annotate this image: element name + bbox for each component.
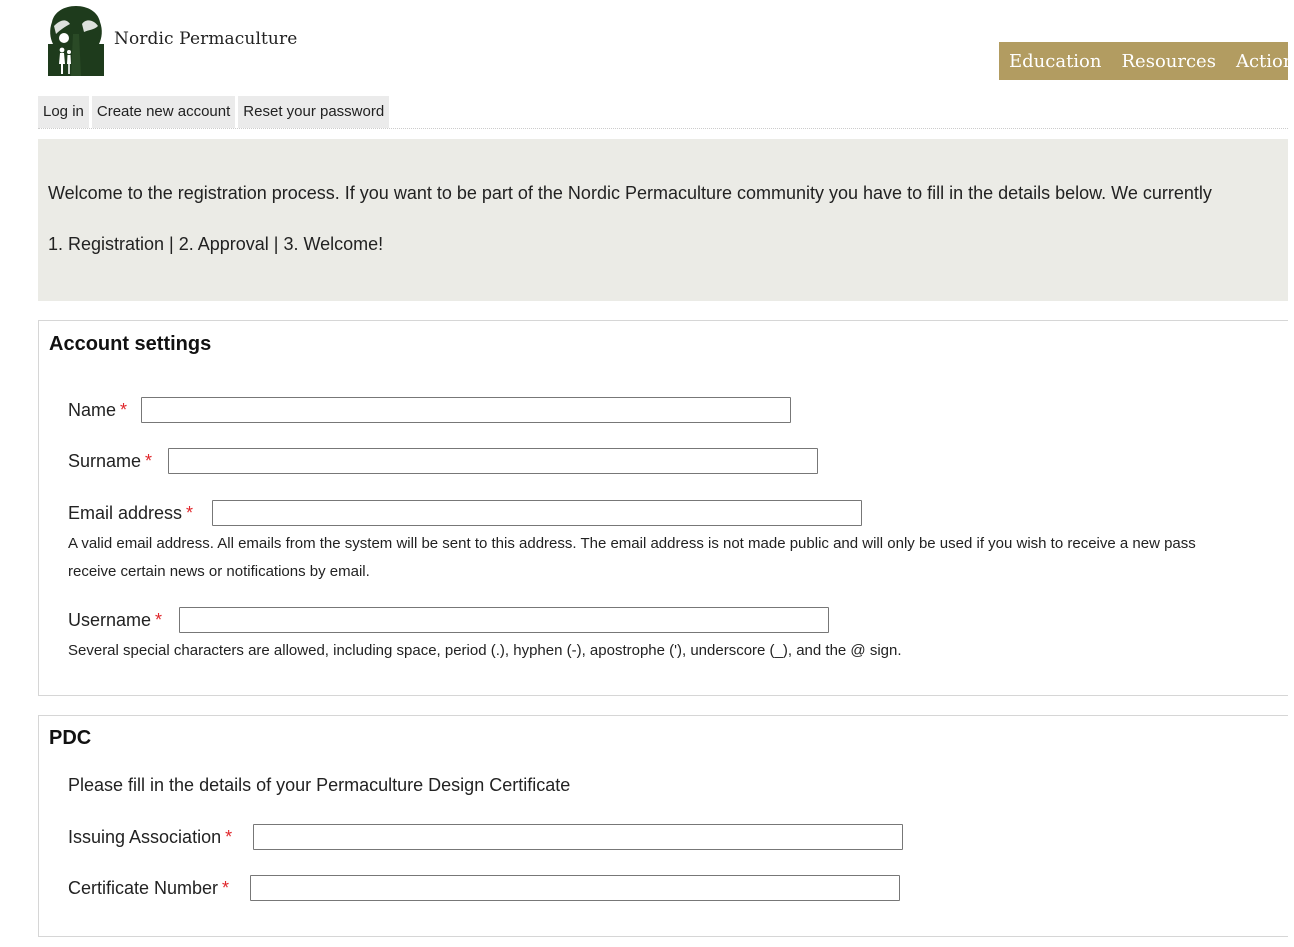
tab-reset-password[interactable]: Reset your password [238, 96, 389, 128]
account-settings-legend: Account settings [49, 333, 212, 355]
email-input[interactable] [212, 500, 862, 526]
nav-item-resources[interactable]: Resources [1121, 50, 1216, 72]
pdc-legend: PDC [49, 727, 92, 749]
required-marker: * [225, 827, 233, 847]
required-marker: * [145, 451, 153, 471]
nav-item-action[interactable]: Action [1235, 50, 1294, 72]
email-label-text: Email address [68, 503, 183, 523]
name-label [68, 400, 127, 421]
certificate-number-label-text: Certificate Number [68, 878, 219, 898]
site-name[interactable]: Nordic Permaculture [114, 29, 298, 49]
required-marker: * [186, 503, 194, 523]
pdc-intro-text: Please fill in the details of your Permaculture Design Certificate [68, 775, 571, 795]
surname-label-text: Surname [68, 451, 142, 471]
issuing-association-input[interactable] [253, 824, 903, 850]
required-marker: * [222, 878, 230, 898]
email-description-line2: receive certain news or notifications by email. [68, 563, 370, 580]
required-marker: * [120, 400, 128, 420]
pdc-fieldset [38, 715, 1288, 937]
tabs-divider [38, 128, 1288, 129]
certificate-number-label [68, 878, 229, 899]
issuing-association-label [68, 827, 232, 848]
surname-label [68, 451, 152, 472]
tree-with-people-logo-icon [46, 4, 106, 78]
tab-create-new-account[interactable]: Create new account [92, 96, 235, 128]
registration-steps: 1. Registration | 2. Approval | 3. Welcome! [48, 234, 384, 254]
nav-item-education[interactable]: Education [1009, 50, 1102, 72]
welcome-text: Welcome to the registration process. If you want to be part of the Nordic Permaculture community you have to fill in the details below. We currently [48, 183, 1212, 203]
certificate-number-input[interactable] [250, 875, 900, 901]
surname-input[interactable] [168, 448, 818, 474]
issuing-association-label-text: Issuing Association [68, 827, 222, 847]
name-input[interactable] [141, 397, 791, 423]
email-label [68, 503, 193, 524]
account-settings-fieldset [38, 320, 1288, 696]
username-description: Several special characters are allowed, including space, period (.), hyphen (-), apostrophe ('), underscore (_), and the @ sign. [68, 642, 902, 659]
user-tabs [38, 96, 392, 128]
tab-log-in[interactable]: Log in [38, 96, 89, 128]
username-label-text: Username [68, 610, 152, 630]
site-logo-link[interactable] [46, 4, 297, 78]
email-description-line1: A valid email address. All emails from the system will be sent to this address. The email address is not made public and will only be used if you wish to receive a new pass [68, 535, 1196, 552]
username-label [68, 610, 162, 631]
name-label-text: Name [68, 400, 117, 420]
username-input[interactable] [179, 607, 829, 633]
required-marker: * [155, 610, 163, 630]
registration-intro [38, 139, 1288, 301]
main-navigation [999, 42, 1294, 80]
